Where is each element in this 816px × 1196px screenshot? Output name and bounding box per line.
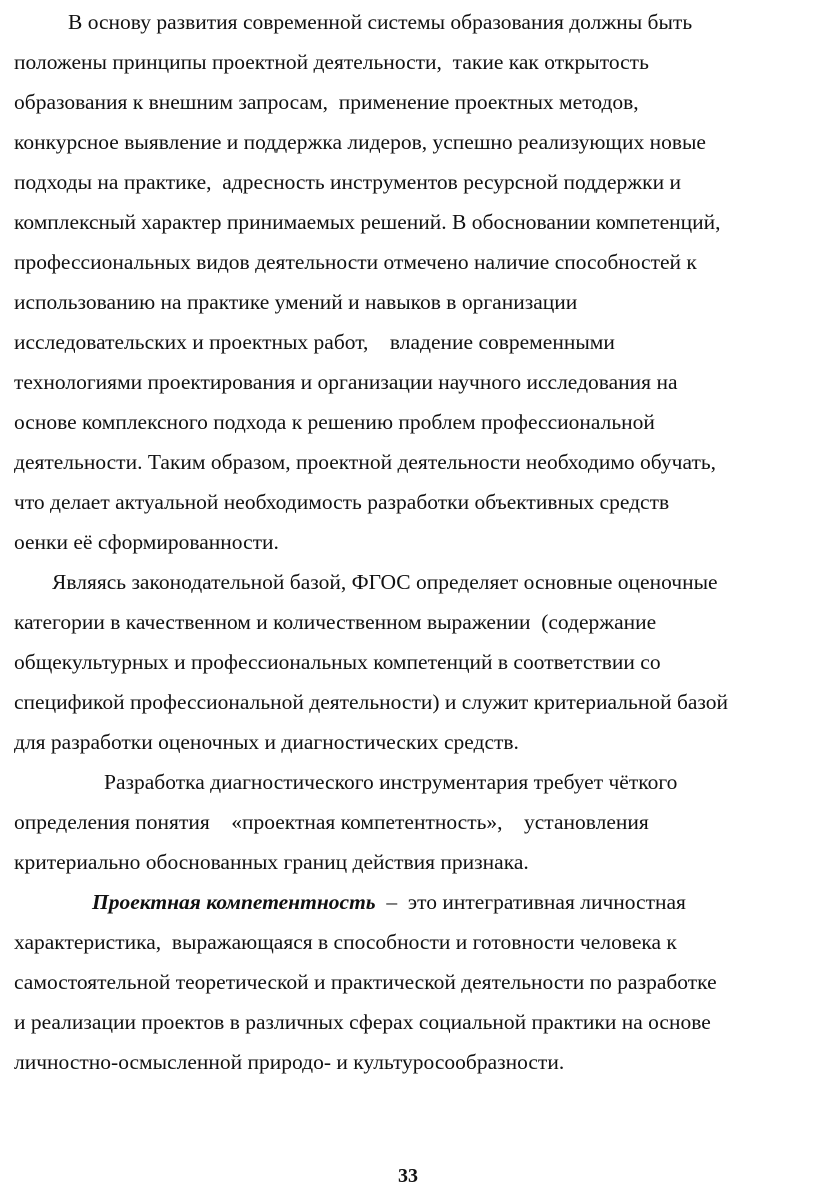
text-line: оенки её сформированности. (14, 530, 279, 554)
text-line: В основу развития современной системы образования должны быть (68, 10, 693, 34)
text-line: что делает актуальной необходимость разработки объективных средств (14, 490, 670, 514)
defined-term: Проектная компетентность (92, 890, 376, 914)
definition-first-line (92, 882, 686, 922)
text-line: технологиями проектирования и организации научного исследования на (14, 370, 678, 394)
text-line: подходы на практике, адресность инструментов ресурсной поддержки и (14, 170, 681, 194)
text-line: определения понятия «проектная компетентность», установления (14, 810, 649, 834)
text-line: основе комплексного подхода к решению проблем профессиональной (14, 410, 655, 434)
text-line: образования к внешним запросам, применение проектных методов, (14, 90, 639, 114)
text-line: деятельности. Таким образом, проектной деятельности необходимо обучать, (14, 450, 717, 474)
text-line: профессиональных видов деятельности отмечено наличие способностей к (14, 250, 697, 274)
text-line: конкурсное выявление и поддержка лидеров, успешно реализующих новые (14, 130, 706, 154)
text-line: использованию на практике умений и навыков в организации (14, 290, 578, 314)
page-number: 33 (398, 1165, 418, 1187)
text-line: спецификой профессиональной деятельности) и служит критериальной базой (14, 690, 729, 714)
text-line: и реализации проектов в различных сферах социальной практики на основе (14, 1010, 711, 1034)
text-line: положены принципы проектной деятельности, такие как открытость (14, 50, 649, 74)
text-line: самостоятельной теоретической и практической деятельности по разработке (14, 970, 717, 994)
text-line: комплексный характер принимаемых решений. В обосновании компетенций, (14, 210, 721, 234)
text-line: критериально обоснованных границ действия признака. (14, 850, 529, 874)
text-line: характеристика, выражающаяся в способности и готовности человека к (14, 930, 677, 954)
definition-text: – это интегративная личностная (375, 890, 686, 914)
text-line: Разработка диагностического инструментария требует чёткого (104, 770, 678, 794)
text-line: категории в качественном и количественном выражении (содержание (14, 610, 657, 634)
text-line: Являясь законодательной базой, ФГОС определяет основные оценочные (52, 570, 718, 594)
text-line: личностно-осмысленной природо- и культуросообразности. (14, 1050, 565, 1074)
text-line: исследовательских и проектных работ, владение современными (14, 330, 615, 354)
text-line: для разработки оценочных и диагностических средств. (14, 730, 519, 754)
text-line: общекультурных и профессиональных компетенций в соответствии со (14, 650, 661, 674)
